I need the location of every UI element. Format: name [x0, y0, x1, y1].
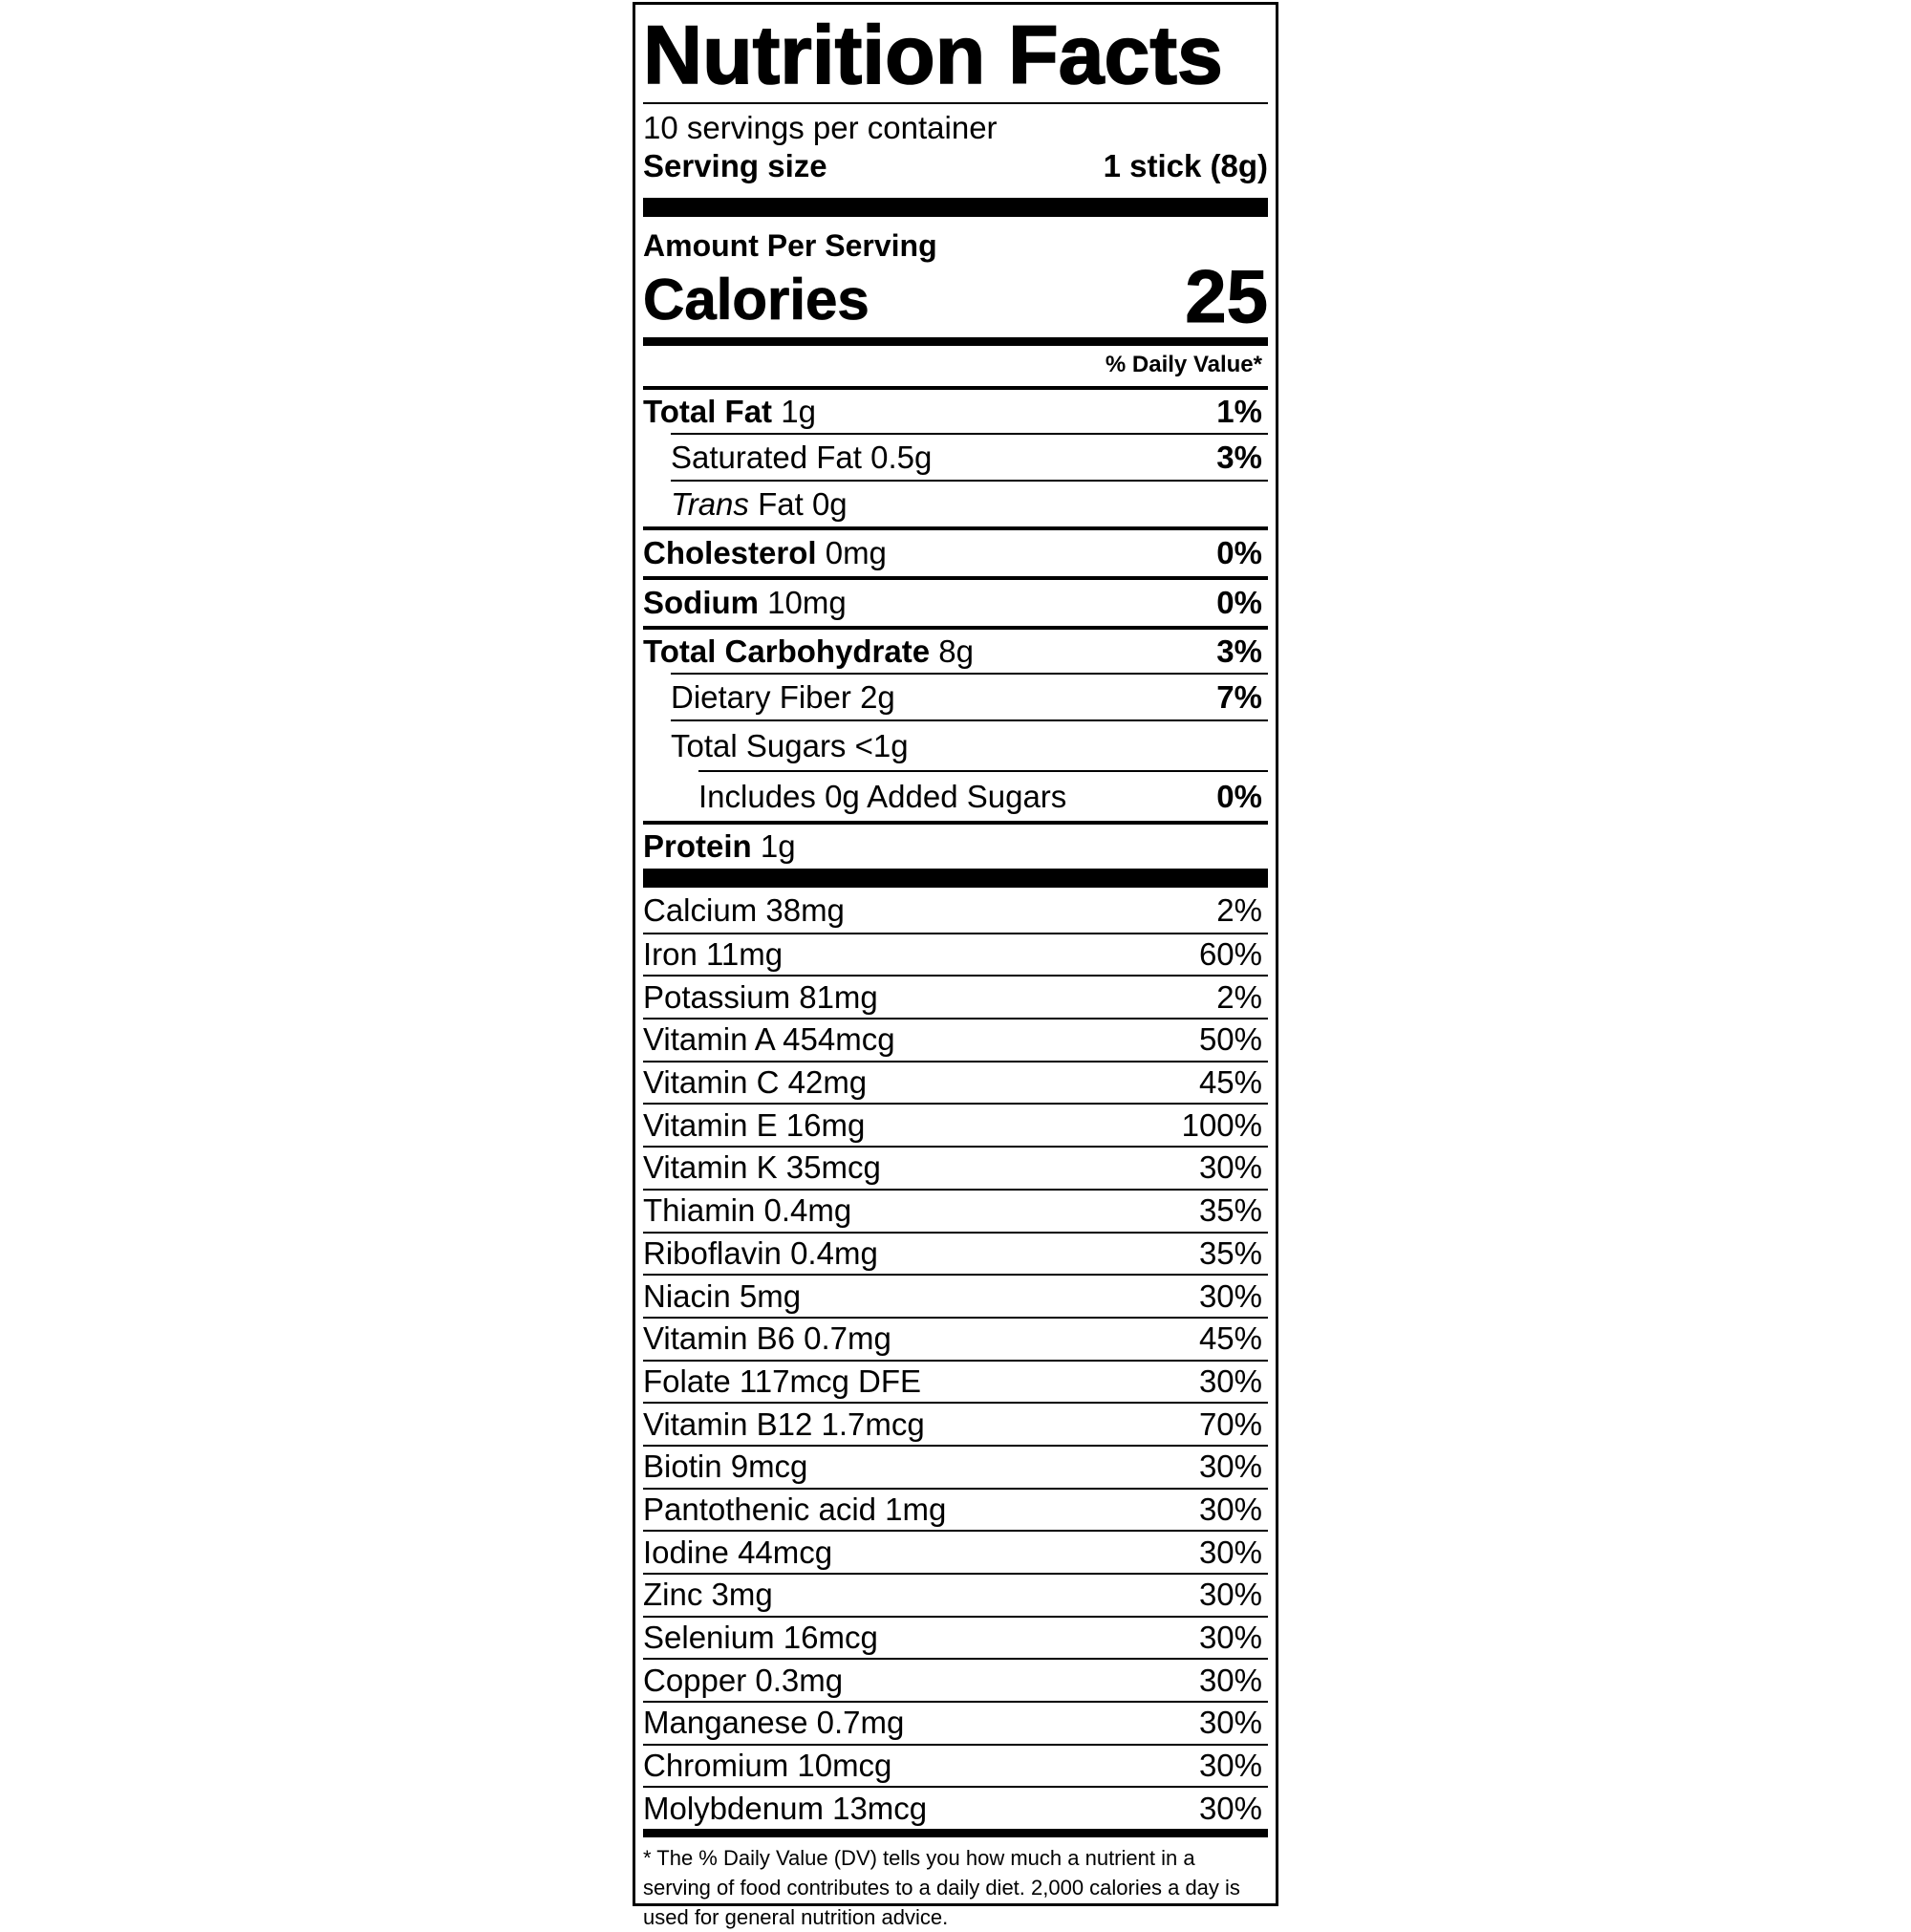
nutrient-dv: 0% [1216, 535, 1262, 570]
vitamin-dv: 30% [1198, 1748, 1262, 1784]
vitamin-name-amount: Copper 0.3mg [643, 1662, 844, 1698]
vitamin-dv: 60% [1198, 936, 1262, 973]
nutrient-name: Sodium [643, 585, 759, 620]
nutrient-name: Cholesterol [643, 535, 817, 570]
nutrient-name: Protein [643, 828, 752, 864]
vitamin-name-amount: Chromium 10mcg [643, 1748, 892, 1784]
vitamin-name-amount: Thiamin 0.4mg [643, 1192, 852, 1229]
nutrient-dv: 7% [1216, 678, 1262, 715]
vitamin-name-amount: Vitamin E 16mg [643, 1106, 866, 1143]
nutrient-name: Total Sugars [671, 727, 847, 763]
vitamin-row [643, 1744, 1268, 1787]
vitamin-dv: 2% [1216, 892, 1262, 929]
vitamin-name-amount: Vitamin K 35mcg [643, 1149, 881, 1186]
vitamin-name-amount: Riboflavin 0.4mg [643, 1234, 878, 1271]
nutrient-row-protein [643, 821, 1268, 869]
calories-label: Calories [643, 268, 870, 332]
vitamin-name-amount: Vitamin B12 1.7mcg [643, 1406, 925, 1442]
vitamin-row [643, 1573, 1268, 1616]
vitamin-row [643, 1402, 1268, 1445]
vitamin-dv: 30% [1198, 1277, 1262, 1314]
nutrient-amount: 0.5g [870, 439, 933, 475]
vitamin-dv: 30% [1198, 1790, 1262, 1826]
vitamin-row [643, 1488, 1268, 1531]
vitamins-minerals-list [643, 890, 1268, 1829]
nutrition-facts-label [633, 2, 1278, 1930]
vitamin-dv: 45% [1198, 1064, 1262, 1101]
vitamin-row [643, 890, 1268, 933]
vitamin-row [643, 1103, 1268, 1146]
nutrient-row-added-sugars [698, 770, 1268, 821]
vitamin-name-amount: Biotin 9mcg [643, 1449, 808, 1485]
nutrient-row-trans-fat [671, 480, 1268, 526]
nutrient-amount: 1g [781, 393, 816, 429]
vitamin-dv: 30% [1198, 1662, 1262, 1698]
vitamin-name-amount: Folate 117mcg DFE [643, 1363, 922, 1399]
nutrient-name: Total Fat [643, 393, 773, 429]
footnote: * The % Daily Value (DV) tells you how much a nutrient in a serving of food contributes to a daily diet. 2,000 calories a day is used for general nutrition advice. [643, 1846, 1240, 1930]
vitamin-name-amount: Vitamin A 454mcg [643, 1021, 895, 1058]
daily-value-header: % Daily Value* [1105, 352, 1262, 377]
nutrient-name: Saturated Fat [671, 439, 862, 475]
vitamin-dv: 50% [1198, 1021, 1262, 1058]
vitamin-row [643, 1317, 1268, 1360]
vitamin-name-amount: Zinc 3mg [643, 1577, 773, 1613]
nutrient-dv: 1% [1216, 393, 1262, 429]
vitamin-row [643, 975, 1268, 1018]
nutrient-name: Fat [758, 485, 804, 522]
vitamin-row [643, 1616, 1268, 1659]
vitamin-dv: 30% [1198, 1363, 1262, 1399]
vitamin-row [643, 1701, 1268, 1744]
nutrient-row-sodium [643, 576, 1268, 626]
vitamin-dv: 100% [1181, 1106, 1262, 1143]
vitamin-dv: 30% [1198, 1491, 1262, 1527]
vitamin-dv: 2% [1216, 978, 1262, 1015]
vitamin-row [643, 1530, 1268, 1573]
nutrient-amount: 10mg [767, 585, 847, 620]
vitamin-dv: 30% [1198, 1705, 1262, 1741]
serving-size-row [643, 148, 1268, 184]
divider [643, 102, 1268, 104]
nutrient-amount: 1g [760, 828, 796, 864]
divider-heavy [643, 869, 1268, 888]
nutrient-amount: 0mg [825, 535, 887, 570]
vitamin-row [643, 1189, 1268, 1232]
vitamin-row [643, 1274, 1268, 1317]
vitamin-row [643, 1146, 1268, 1189]
vitamin-dv: 70% [1198, 1406, 1262, 1442]
divider-heavy [643, 198, 1268, 217]
vitamin-name-amount: Iron 11mg [643, 936, 784, 973]
vitamin-row [643, 1786, 1268, 1829]
vitamin-name-amount: Selenium 16mcg [643, 1620, 878, 1656]
serving-size-label: Serving size [643, 148, 827, 183]
nutrient-dv: 3% [1216, 439, 1262, 475]
vitamin-name-amount: Vitamin B6 0.7mg [643, 1320, 891, 1357]
vitamin-dv: 35% [1198, 1192, 1262, 1229]
label-title: Nutrition Facts [643, 10, 1223, 101]
vitamin-row [643, 1445, 1268, 1488]
vitamin-row [643, 1658, 1268, 1701]
vitamin-dv: 30% [1198, 1577, 1262, 1613]
vitamin-dv: 30% [1198, 1534, 1262, 1570]
nutrient-name: Includes 0g Added Sugars [698, 778, 1067, 814]
vitamin-name-amount: Iodine 44mcg [643, 1534, 833, 1570]
servings-per-container: 10 servings per container [643, 110, 998, 145]
nutrient-dv: 3% [1216, 633, 1262, 669]
divider-calories [643, 337, 1268, 346]
nutrient-dv: 0% [1216, 585, 1262, 620]
nutrient-row-dietary-fiber [671, 673, 1268, 719]
nutrient-dv: 0% [1216, 778, 1262, 814]
serving-size-value: 1 stick (8g) [1103, 148, 1268, 183]
vitamin-name-amount: Niacin 5mg [643, 1277, 802, 1314]
vitamin-name-amount: Molybdenum 13mcg [643, 1790, 928, 1826]
nutrient-amount: 8g [938, 633, 974, 669]
vitamin-row [643, 1018, 1268, 1061]
vitamin-row [643, 1360, 1268, 1403]
vitamin-dv: 30% [1198, 1149, 1262, 1186]
nutrient-amount: 0g [811, 485, 848, 522]
amount-per-serving: Amount Per Serving [643, 228, 937, 263]
vitamin-name-amount: Calcium 38mg [643, 892, 845, 929]
nutrient-row-total-fat [643, 386, 1268, 433]
nutrient-name: Total Carbohydrate [643, 633, 931, 669]
vitamin-row [643, 933, 1268, 976]
nutrient-amount: <1g [854, 727, 909, 763]
divider-footnote [643, 1829, 1268, 1837]
vitamin-row [643, 1061, 1268, 1104]
nutrient-amount: 2g [860, 678, 895, 715]
vitamin-dv: 45% [1198, 1320, 1262, 1357]
vitamin-dv: 35% [1198, 1234, 1262, 1271]
vitamin-name-amount: Vitamin C 42mg [643, 1064, 868, 1101]
calories-value: 25 [1185, 254, 1268, 338]
nutrient-row-total-sugars [671, 719, 1268, 770]
calories-row [643, 254, 1268, 338]
vitamin-name-amount: Potassium 81mg [643, 978, 878, 1015]
vitamin-name-amount: Manganese 0.7mg [643, 1705, 905, 1741]
nutrient-row-cholesterol [643, 526, 1268, 576]
nutrient-name: Dietary Fiber [671, 678, 851, 715]
vitamin-row [643, 1232, 1268, 1275]
vitamin-name-amount: Pantothenic acid 1mg [643, 1491, 947, 1527]
vitamin-dv: 30% [1198, 1449, 1262, 1485]
nutrient-name-italic: Trans [671, 485, 749, 522]
nutrient-row-total-carbohydrate [643, 626, 1268, 673]
nutrient-row-saturated-fat [671, 433, 1268, 480]
vitamin-dv: 30% [1198, 1620, 1262, 1656]
